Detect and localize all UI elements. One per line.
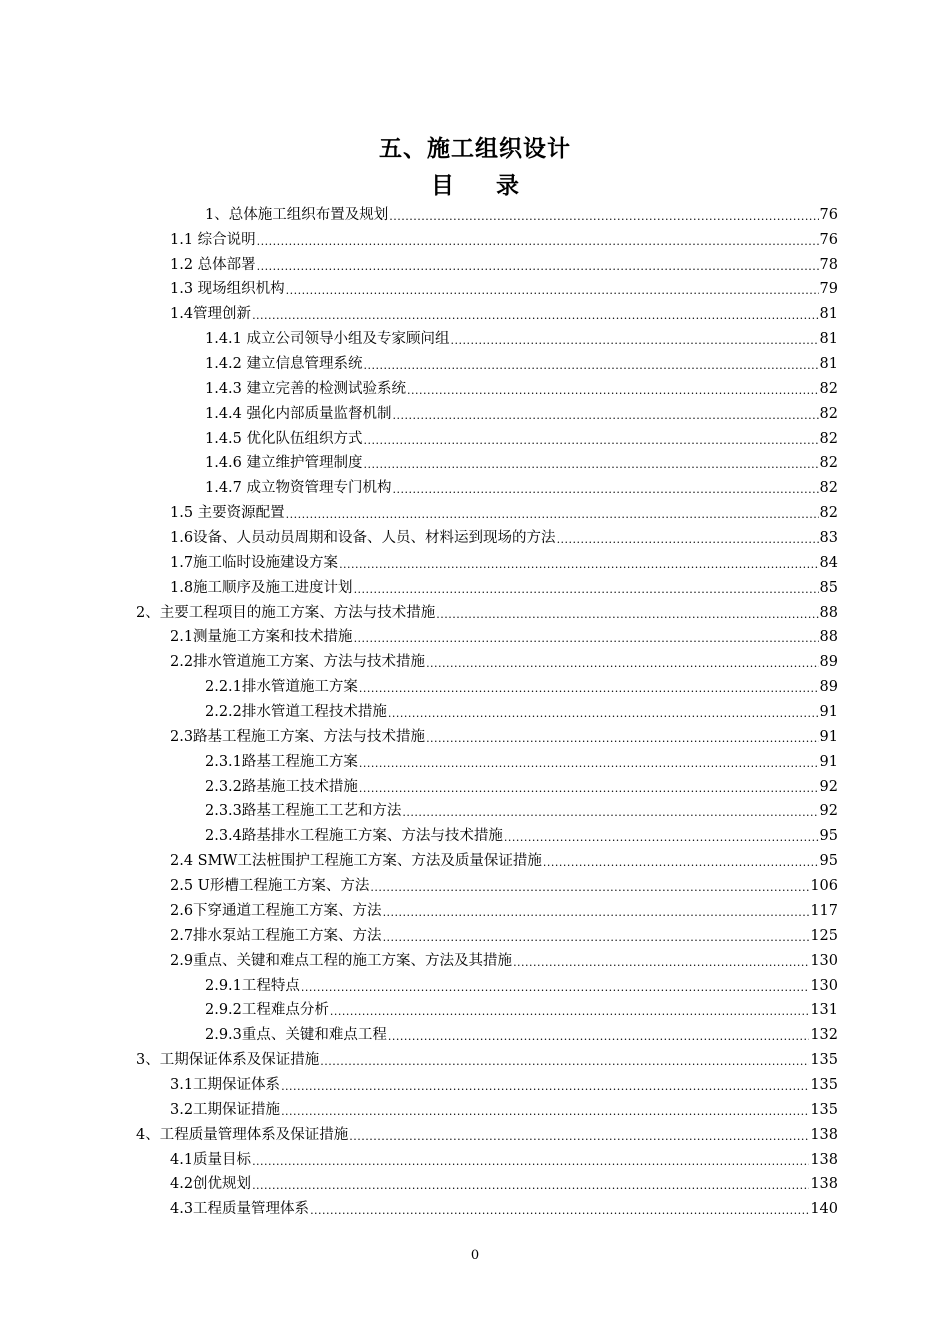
toc-entry[interactable]	[205, 423, 838, 448]
toc-entry-page: 138	[810, 1126, 838, 1143]
toc-entry[interactable]	[136, 597, 838, 622]
toc-entry-label: 4、工程质量管理体系及保证措施	[136, 1126, 349, 1143]
toc-entry-label: 1.3 现场组织机构	[170, 281, 285, 298]
toc-entry-page: 135	[810, 1101, 838, 1118]
toc-entry[interactable]	[170, 945, 838, 970]
toc-leader-dots	[504, 831, 819, 845]
toc-leader-dots	[354, 632, 819, 646]
toc-entry[interactable]	[205, 820, 838, 845]
toc-entry-label: 1.5 主要资源配置	[170, 505, 285, 522]
toc-entry-page: 91	[819, 753, 838, 770]
toc-entry-label: 2.4 SMW工法桩围护工程施工方案、方法及质量保证措施	[170, 853, 542, 870]
toc-entry[interactable]	[205, 1019, 838, 1044]
toc-entry-label: 2.3路基工程施工方案、方法与技术措施	[170, 728, 426, 745]
toc-leader-dots	[252, 309, 818, 323]
toc-leader-dots	[370, 881, 809, 895]
toc-entry-page: 76	[819, 206, 838, 223]
toc-entry-page: 138	[810, 1176, 838, 1193]
toc-leader-dots	[252, 1179, 809, 1193]
toc-entry-page: 83	[819, 530, 838, 547]
toc-entry-page: 79	[819, 281, 838, 298]
toc-entry-page: 85	[819, 579, 838, 596]
toc-entry[interactable]	[170, 1169, 838, 1194]
toc-entry[interactable]	[205, 448, 838, 473]
toc-entry[interactable]	[170, 622, 838, 647]
toc-entry[interactable]	[170, 1193, 838, 1218]
toc-entry-label: 2.7排水泵站工程施工方案、方法	[170, 927, 382, 944]
toc-entry-page: 84	[819, 554, 838, 571]
toc-entry[interactable]	[170, 1069, 838, 1094]
toc-entry-page: 95	[819, 853, 838, 870]
toc-entry-label: 2.9重点、关键和难点工程的施工方案、方法及其措施	[170, 952, 513, 969]
toc-leader-dots	[349, 1130, 809, 1144]
toc-entry-label: 1.4.5 优化队伍组织方式	[205, 430, 363, 447]
toc-entry[interactable]	[170, 895, 838, 920]
toc-entry-label: 2.5 U形槽工程施工方案、方法	[170, 878, 370, 895]
toc-entry-label: 2.2排水管道施工方案、方法与技术措施	[170, 654, 426, 671]
toc-entry-page: 88	[819, 604, 838, 621]
toc-leader-dots	[359, 782, 819, 796]
toc-leader-dots	[393, 409, 819, 423]
toc-entry-page: 130	[810, 952, 838, 969]
toc-entry-page: 95	[819, 828, 838, 845]
toc-entry[interactable]	[205, 796, 838, 821]
toc-entry-page: 81	[819, 306, 838, 323]
toc-entry-label: 2.3.2路基施工技术措施	[205, 778, 358, 795]
toc-entry-label: 1.7施工临时设施建设方案	[170, 554, 339, 571]
toc-entry-page: 82	[819, 480, 838, 497]
toc-entry-label: 2.9.3重点、关键和难点工程	[205, 1027, 387, 1044]
toc-entry-label: 2.6下穿通道工程施工方案、方法	[170, 902, 382, 919]
toc-leader-dots	[364, 434, 819, 448]
toc-entry[interactable]	[205, 323, 838, 348]
toc-entry[interactable]	[170, 547, 838, 572]
toc-leader-dots	[257, 235, 819, 249]
toc-leader-dots	[359, 682, 819, 696]
toc-entry[interactable]	[136, 1119, 838, 1144]
toc-entry[interactable]	[170, 646, 838, 671]
toc-entry-page: 89	[819, 654, 838, 671]
toc-entry[interactable]	[170, 870, 838, 895]
toc-entry-page: 106	[810, 878, 838, 895]
toc-entry[interactable]	[136, 1044, 838, 1069]
toc-leader-dots	[543, 856, 819, 870]
toc-entry-label: 2.2.1排水管道施工方案	[205, 679, 358, 696]
toc-entry-label: 1.1 综合说明	[170, 231, 256, 248]
toc-leader-dots	[388, 1030, 809, 1044]
toc-leader-dots	[513, 956, 809, 970]
toc-entry-page: 81	[819, 356, 838, 373]
toc-entry-label: 2、主要工程项目的施工方案、方法与技术措施	[136, 604, 436, 621]
toc-leader-dots	[364, 458, 819, 472]
toc-entry-label: 4.3工程质量管理体系	[170, 1201, 310, 1218]
toc-leader-dots	[557, 533, 819, 547]
toc-heading-char-2: 录	[496, 172, 519, 199]
toc-entry-page: 117	[810, 902, 838, 919]
toc-entry-page: 131	[810, 1002, 838, 1019]
toc-leader-dots	[286, 284, 819, 298]
toc-entry-label: 1.4.1 成立公司领导小组及专家顾问组	[205, 331, 450, 348]
toc-entry[interactable]	[205, 373, 838, 398]
toc-entry[interactable]	[205, 970, 838, 995]
toc-entry[interactable]	[170, 1094, 838, 1119]
table-of-contents	[0, 199, 950, 1218]
toc-entry-page: 92	[819, 778, 838, 795]
toc-entry[interactable]	[170, 920, 838, 945]
toc-entry-page: 81	[819, 331, 838, 348]
toc-entry-label: 4.2创优规划	[170, 1176, 252, 1193]
toc-leader-dots	[393, 483, 819, 497]
toc-leader-dots	[301, 981, 809, 995]
toc-leader-dots	[354, 583, 819, 597]
toc-entry-label: 1.4.7 成立物资管理专门机构	[205, 480, 392, 497]
toc-entry-page: 130	[810, 977, 838, 994]
toc-entry[interactable]	[170, 224, 838, 249]
toc-entry-label: 1.4.3 建立完善的检测试验系统	[205, 380, 407, 397]
toc-entry[interactable]	[205, 746, 838, 771]
toc-entry-page: 76	[819, 231, 838, 248]
toc-entry-label: 3.2工期保证措施	[170, 1101, 281, 1118]
toc-entry-page: 91	[819, 728, 838, 745]
toc-entry[interactable]	[170, 1144, 838, 1169]
toc-heading-char-1: 目	[431, 172, 454, 199]
toc-entry-label: 1、总体施工组织布置及规划	[205, 206, 389, 223]
toc-entry-label: 2.9.1工程特点	[205, 977, 300, 994]
toc-entry-label: 1.2 总体部署	[170, 256, 256, 273]
toc-entry[interactable]	[170, 721, 838, 746]
toc-entry[interactable]	[205, 771, 838, 796]
toc-leader-dots	[257, 260, 819, 274]
toc-entry-label: 2.9.2工程难点分析	[205, 1002, 329, 1019]
toc-leader-dots	[330, 1005, 809, 1019]
toc-entry[interactable]	[205, 696, 838, 721]
toc-entry[interactable]	[170, 274, 838, 299]
toc-entry-label: 2.3.3路基工程施工工艺和方法	[205, 803, 402, 820]
toc-entry-label: 1.4.2 建立信息管理系统	[205, 356, 363, 373]
toc-leader-dots	[383, 906, 810, 920]
toc-entry-page: 92	[819, 803, 838, 820]
toc-entry[interactable]	[170, 522, 838, 547]
toc-entry-label: 1.4.4 强化内部质量监督机制	[205, 405, 392, 422]
page-number: 0	[470, 1248, 480, 1263]
toc-entry-page: 138	[810, 1151, 838, 1168]
toc-leader-dots	[383, 931, 810, 945]
toc-entry[interactable]	[205, 199, 838, 224]
toc-entry[interactable]	[205, 995, 838, 1020]
toc-entry-page: 82	[819, 505, 838, 522]
toc-entry-label: 2.3.4路基排水工程施工方案、方法与技术措施	[205, 828, 503, 845]
toc-leader-dots	[339, 558, 818, 572]
toc-entry-label: 1.6设备、人员动员周期和设备、人员、材料运到现场的方法	[170, 530, 556, 547]
toc-leader-dots	[426, 657, 818, 671]
toc-entry-page: 89	[819, 679, 838, 696]
toc-entry[interactable]	[205, 671, 838, 696]
toc-leader-dots	[252, 1155, 809, 1169]
toc-leader-dots	[388, 707, 819, 721]
toc-entry-label: 3.1工期保证体系	[170, 1076, 281, 1093]
toc-entry[interactable]	[170, 497, 838, 522]
toc-leader-dots	[426, 732, 818, 746]
toc-entry-page: 82	[819, 405, 838, 422]
toc-entry-label: 4.1质量目标	[170, 1151, 252, 1168]
toc-leader-dots	[407, 384, 819, 398]
toc-leader-dots	[364, 359, 819, 373]
toc-entry-label: 1.4管理创新	[170, 306, 252, 323]
toc-entry-page: 125	[810, 927, 838, 944]
toc-entry-page: 132	[810, 1027, 838, 1044]
toc-entry-page: 82	[819, 455, 838, 472]
toc-entry[interactable]	[170, 298, 838, 323]
toc-entry-label: 3、工期保证体系及保证措施	[136, 1052, 320, 1069]
toc-entry[interactable]	[205, 348, 838, 373]
toc-leader-dots	[281, 1105, 809, 1119]
toc-entry-page: 82	[819, 380, 838, 397]
toc-entry-page: 135	[810, 1076, 838, 1093]
toc-leader-dots	[359, 757, 819, 771]
toc-leader-dots	[310, 1204, 809, 1218]
toc-entry-page: 140	[810, 1201, 838, 1218]
toc-entry[interactable]	[170, 249, 838, 274]
toc-leader-dots	[436, 608, 818, 622]
toc-entry[interactable]	[170, 845, 838, 870]
toc-leader-dots	[320, 1055, 809, 1069]
toc-leader-dots	[286, 508, 819, 522]
toc-entry[interactable]	[205, 398, 838, 423]
toc-entry[interactable]	[205, 472, 838, 497]
toc-entry-label: 2.2.2排水管道工程技术措施	[205, 704, 387, 721]
toc-leader-dots	[451, 334, 819, 348]
page-title: 五、施工组织设计	[379, 135, 571, 162]
toc-entry-page: 78	[819, 256, 838, 273]
toc-entry-page: 135	[810, 1052, 838, 1069]
toc-entry-page: 91	[819, 704, 838, 721]
toc-entry-label: 2.3.1路基工程施工方案	[205, 753, 358, 770]
toc-entry[interactable]	[170, 572, 838, 597]
toc-entry-label: 1.4.6 建立维护管理制度	[205, 455, 363, 472]
toc-entry-page: 88	[819, 629, 838, 646]
toc-heading	[0, 170, 950, 202]
toc-entry-label: 2.1测量施工方案和技术措施	[170, 629, 353, 646]
toc-leader-dots	[281, 1080, 809, 1094]
toc-entry-page: 82	[819, 430, 838, 447]
toc-leader-dots	[389, 210, 818, 224]
toc-entry-label: 1.8施工顺序及施工进度计划	[170, 579, 353, 596]
toc-leader-dots	[402, 806, 818, 820]
